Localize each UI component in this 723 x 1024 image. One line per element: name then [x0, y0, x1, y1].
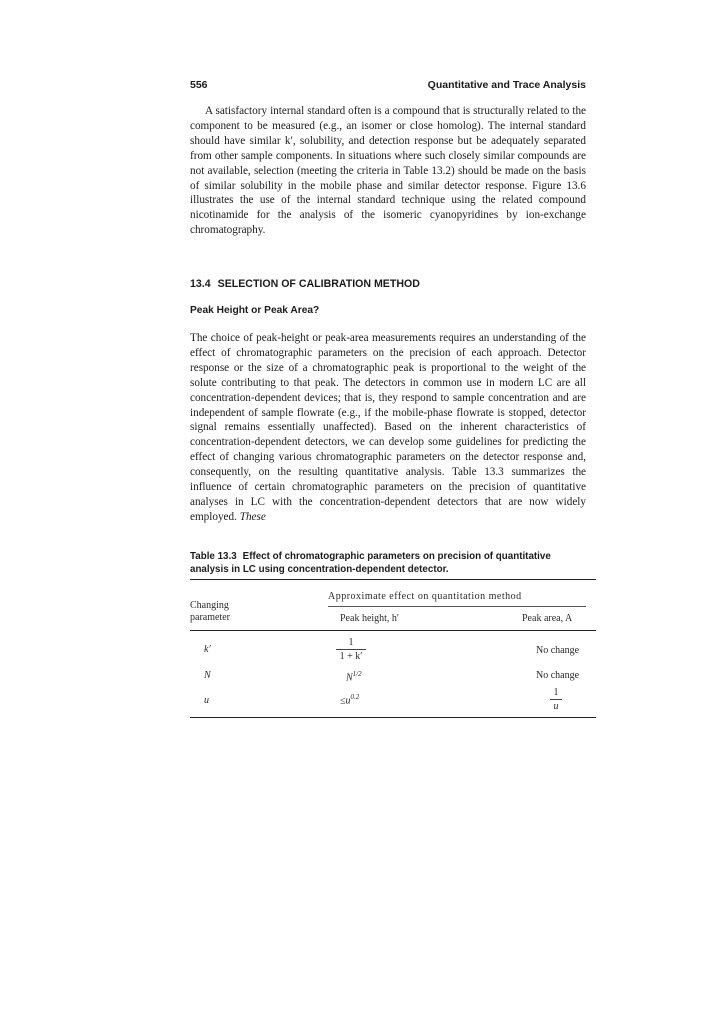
table-caption [190, 550, 590, 576]
col-changing-line1: Changing [190, 600, 229, 611]
paragraph-internal-standard: A satisfactory internal standard often is a compound that is structurally related to the component to be measured (e.g., an isomer or close homolog). The internal standard should have similar k′, solubility, and detection response but be adequately separated from other sample components. In situations where such closely similar compounds are not available, selection (meeting the criteria in Table 13.2) should be made on the basis of similar solubility in the mobile phase and similar detector response. Figure 13.6 illustrates the use of the internal standard technique using the related compound nicotinamide for the analysis of the isomeric cyanopyridines by ion-exchange chromatography. [190, 105, 586, 237]
table-bottom-rule [190, 717, 596, 718]
table-row-height-power [340, 693, 359, 706]
fraction-denominator: u [553, 701, 559, 712]
fraction-bar [336, 649, 366, 650]
section-heading [190, 278, 420, 290]
table-row-param: k′ [204, 644, 211, 655]
section-title: SELECTION OF CALIBRATION METHOD [217, 278, 420, 290]
page-number: 556 [190, 79, 208, 91]
table-spanning-rule [328, 606, 586, 607]
power-exponent: 0.2 [350, 693, 360, 701]
col-changing-line2: parameter [190, 612, 230, 623]
power-base: ≤u [340, 695, 351, 707]
power-exponent: 1/2 [352, 670, 362, 678]
fraction-numerator: 1 [553, 687, 559, 698]
table-row-area-fraction [550, 687, 562, 712]
table-row-param: N [204, 670, 211, 681]
table-spanning-header: Approximate effect on quantitation method [328, 591, 522, 602]
table-label: Table 13.3 [190, 551, 237, 562]
fraction-bar [550, 699, 562, 700]
table-row-area: No change [536, 645, 580, 656]
subheading-peak-height-area: Peak Height or Peak Area? [190, 305, 320, 316]
table-row-param: u [204, 695, 209, 706]
table-header-rule [190, 630, 596, 631]
running-title: Quantitative and Trace Analysis [427, 79, 586, 91]
table-top-rule [190, 579, 596, 580]
table-row-height-fraction [336, 637, 366, 662]
power-base: N [346, 672, 353, 684]
fraction-denominator: 1 + k′ [339, 651, 363, 662]
paragraph-calibration-tail: These [239, 510, 266, 523]
table-row-height-power [346, 670, 362, 683]
paragraph-calibration [190, 331, 586, 525]
section-number: 13.4 [190, 278, 211, 290]
table-col-peak-area: Peak area, A [522, 613, 573, 624]
table-col-changing-parameter [190, 600, 230, 624]
paragraph-calibration-main: The choice of peak-height or peak-area measurements requires an understanding of the effect of chromatographic parameters on the precision of each approach. Detector response or the size of a chromatographic peak is proportional to the weight of the solute contributing to that peak. The detectors in common use in modern LC are all concentration-dependent devices; that is, they respond to sample concentration and are independent of sample flowrate (e.g., if the mobile-phase flowrate is stopped, detector signal remains essentially unaffected). Based on the inherent characteristics of concentration-dependent detectors, we can develop some guidelines for predicting the effect of changing various chromatographic parameters on the detector response and, consequently, on the resulting quantitative analysis. Table 13.3 summarizes the influence of certain chromatographic parameters on the precision of quantitative analyses in LC with the concentration-dependent detectors that are now widely employed. [190, 332, 586, 523]
table-caption-text: Effect of chromatographic parameters on precision of quantitative analysis in LC using concentration-dependent detector. [190, 551, 551, 575]
table-col-peak-height: Peak height, h′ [340, 613, 400, 624]
table-row-area: No change [536, 670, 580, 681]
fraction-numerator: 1 [348, 637, 354, 648]
